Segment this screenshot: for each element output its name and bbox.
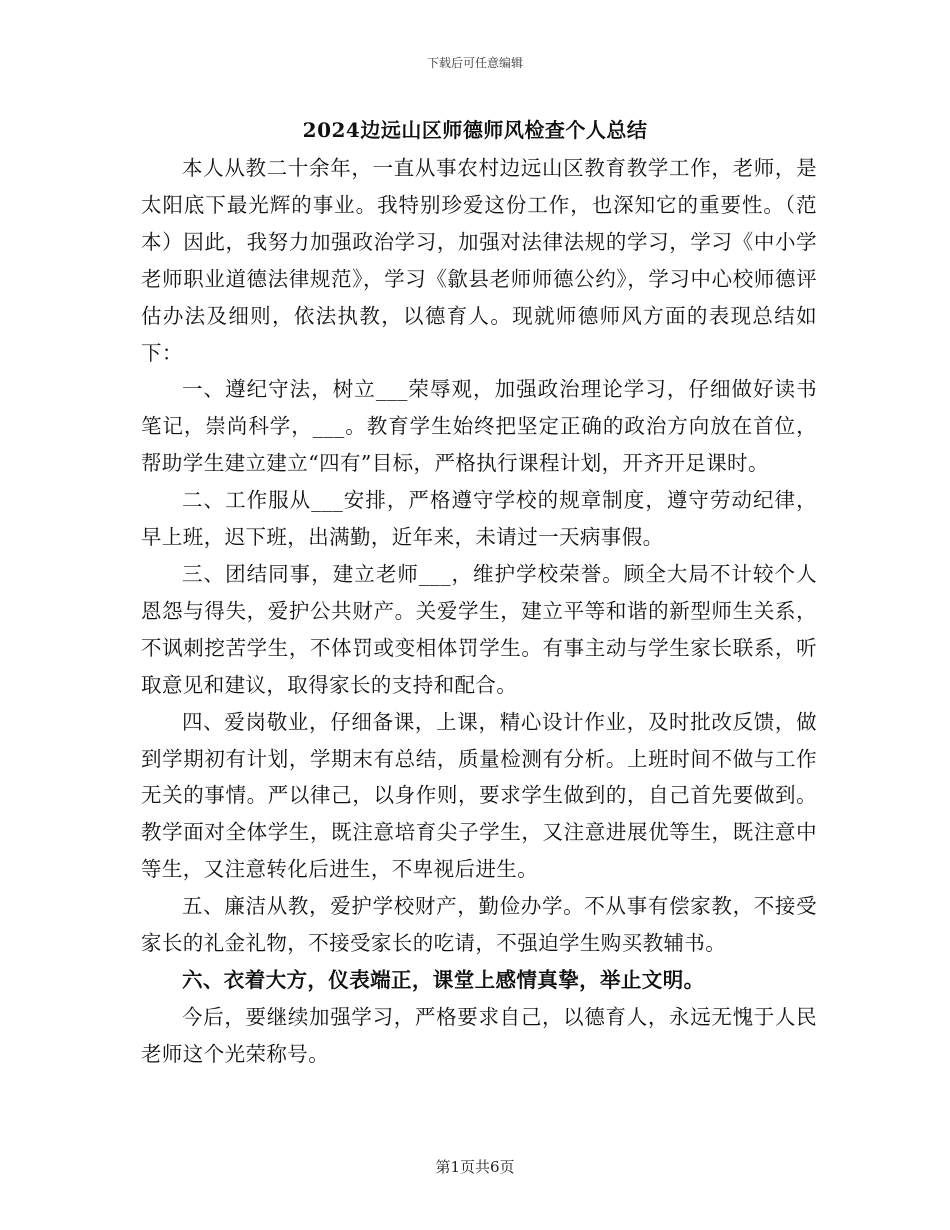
page-number-footer: 第1页共6页 <box>435 1158 515 1176</box>
paragraph-section-3: 三、团结同事，建立老师___，维护学校荣誉。顾全大局不计较个人恩怨与得失，爱护公共财产。关爱学生，建立平等和谐的新型师生关系，不讽刺挖苦学生，不体罚或变相体罚学生。有事主动与学生家长联系，听取意见和建议，取得家长的支持和配合。 <box>141 561 817 697</box>
paragraph-section-4: 四、爱岗敬业，仔细备课，上课，精心设计作业，及时批改反馈，做到学期初有计划，学期末有总结，质量检测有分析。上班时间不做与工作无关的事情。严以律己，以身作则，要求学生做到的，自己首先要做到。教学面对全体学生，既注意培育尖子学生，又注意进展优等生，既注意中等生，又注意转化后进生，不卑视后进生。 <box>141 709 817 882</box>
document-title: 2024边远山区师德师风检查个人总结 <box>302 118 648 142</box>
paragraph-section-2: 二、工作服从___安排，严格遵守学校的规章制度，遵守劳动纪律，早上班，迟下班，出满勤，近年来，未请过一天病事假。 <box>141 488 817 550</box>
paragraph-section-1: 一、遵纪守法，树立___荣辱观，加强政治理论学习，仔细做好读书笔记，崇尚科学，___。教育学生始终把坚定正确的政治方向放在首位，帮助学生建立建立“四有”目标，严格执行课程计划，开齐开足课时。 <box>141 377 817 476</box>
paragraph-conclusion: 今后，要继续加强学习，严格要求自己，以德育人，永远无愧于人民老师这个光荣称号。 <box>141 1004 817 1066</box>
paragraph-section-5: 五、廉洁从教，爱护学校财产，勤俭办学。不从事有偿家教，不接受家长的礼金礼物，不接受家长的吃请，不强迫学生购买教辅书。 <box>141 894 817 956</box>
paragraph-section-6: 六、衣着大方，仪表端正，课堂上感情真挚，举止文明。 <box>182 967 705 992</box>
paragraph-intro: 本人从教二十余年，一直从事农村边远山区教育教学工作，老师，是太阳底下最光辉的事业。我特别珍爱这份工作，也深知它的重要性。（范本）因此，我努力加强政治学习，加强对法律法规的学习，学习《中小学老师职业道德法律规范》，学习《歙县老师师德公约》，学习中心校师德评估办法及细则，依法执教，以德育人。现就师德师风方面的表现总结如下： <box>141 156 817 365</box>
document-body <box>141 150 817 1073</box>
page-header-note: 下载后可任意编辑 <box>426 56 523 70</box>
